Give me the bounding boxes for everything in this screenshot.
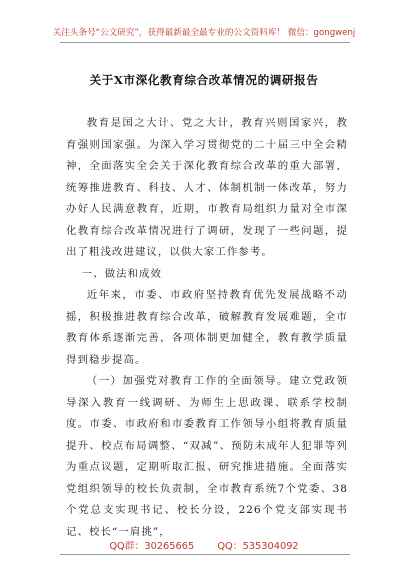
footer-contact bbox=[0, 538, 408, 552]
qq-number: QQ：535304092 bbox=[217, 541, 299, 552]
section-intro-paragraph: 近年来，市委、市政府坚持教育优先发展战略不动摇，积极推进教育综合改革，破解教育发展难题，全市教育体系逐渐完善，各项体制更加健全，教育教学质量得到稳步提高。 bbox=[66, 289, 348, 366]
header-divider bbox=[60, 42, 350, 43]
section-heading: 一、做法和成效 bbox=[81, 267, 163, 280]
qq-group-number: QQ群：30265665 bbox=[109, 541, 195, 552]
header-banner: 关注头条号“公文研究”，获得最新最全最专业的公文资料库！ 微信：gongwenj bbox=[52, 28, 356, 38]
footer-divider bbox=[60, 554, 350, 555]
document-body bbox=[66, 113, 348, 543]
document-title: 关于X市深化教育综合改革情况的调研报告 bbox=[89, 73, 319, 87]
subsection-paragraph: （一）加强党对教育工作的全面领导。建立党政领导深入教育一线调研、为师生上思政课、联系学校制度。市委、市政府和市委教育工作领导小组将教育质量提升、校点布局调整、“双减”、预防未成年人犯罪等列为重点议题，定期听取汇报、研究推进措施。全面落实党组织领导的校长负责制，全市教育系统7个党委、38个党总支实现书记、校长分设，226个党支部实现书记、校长“一肩挑”， bbox=[66, 375, 348, 538]
intro-paragraph: 教育是国之大计、党之大计，教育兴则国家兴，教育强则国家强。为深入学习贯彻党的二十届三中全会精神，全面落实全会关于深化教育综合改革的重大部署，统筹推进教育、科技、人才、体制机制一体改革，努力办好人民满意教育，近期，市教育局组织力量对全市深化教育综合改革情况进行了调研，发现了一些问题，提出了粗浅改进建议，以供大家工作参考。 bbox=[66, 117, 348, 258]
